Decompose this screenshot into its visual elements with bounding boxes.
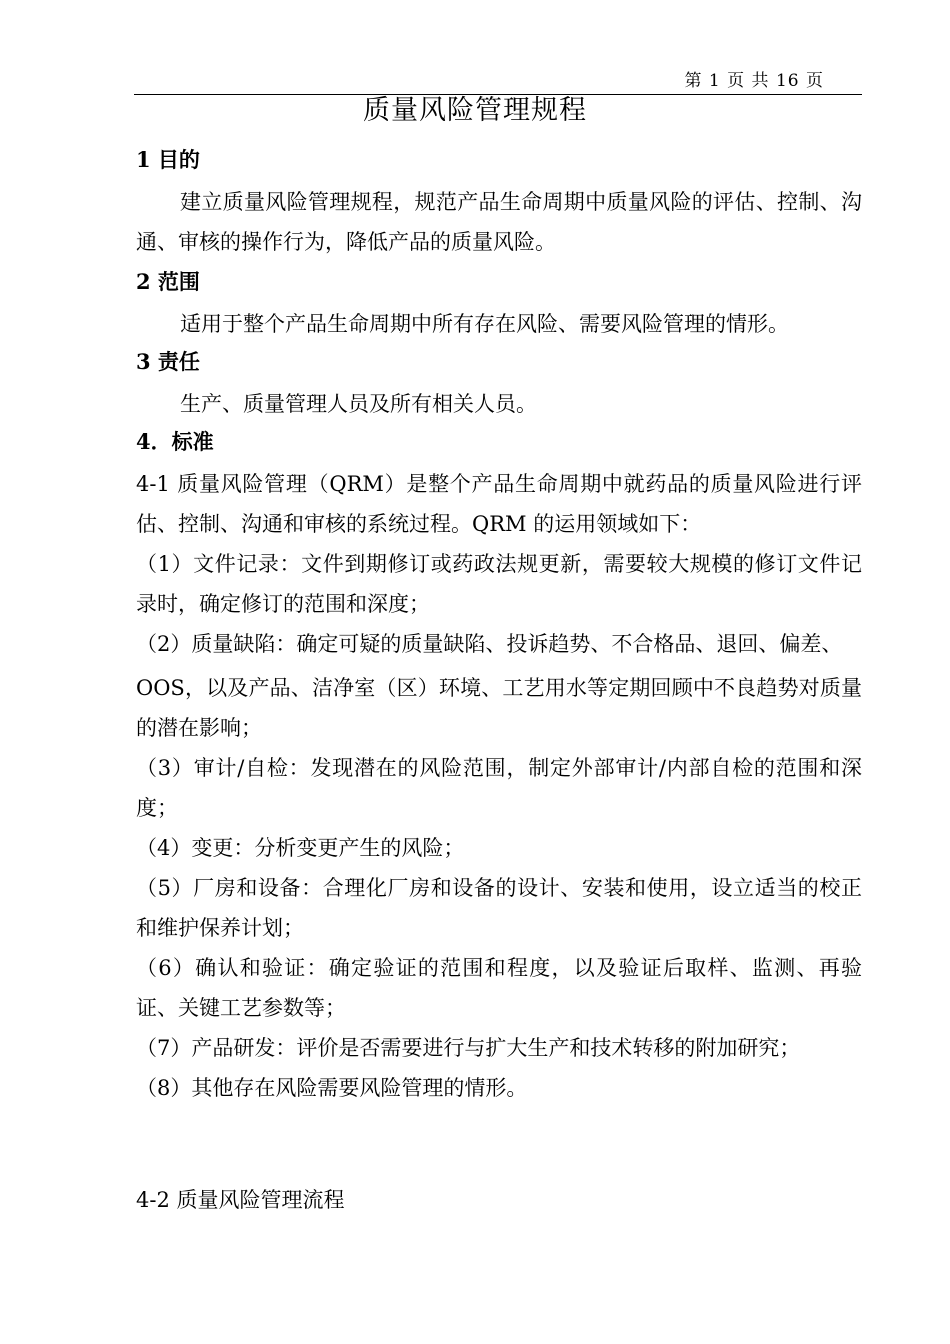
section-heading-standard: 4．标准 [136, 429, 214, 454]
qrm-item-3: （3）审计/自检：发现潜在的风险范围，制定外部审计/内部自检的范围和深度； [136, 756, 862, 820]
qrm-item-2-continuation: OOS，以及产品、洁净室（区）环境、工艺用水等定期回顾中不良趋势对质量的潜在影响； [136, 676, 862, 740]
qrm-intro-paragraph: 4-1 质量风险管理（QRM）是整个产品生命周期中就药品的质量风险进行评估、控制、沟通和审核的系统过程。QRM 的运用领域如下： [136, 472, 862, 536]
qrm-item-4: （4）变更：分析变更产生的风险； [136, 836, 465, 860]
section-heading-scope: 2 范围 [136, 269, 200, 294]
qrm-item-2-line1: （2）质量缺陷：确定可疑的质量缺陷、投诉趋势、不合格品、退回、偏差、 [136, 632, 843, 656]
document-title: 质量风险管理规程 [363, 95, 587, 126]
section-text-purpose: 建立质量风险管理规程，规范产品生命周期中质量风险的评估、控制、沟通、审核的操作行为，降低产品的质量风险。 [136, 190, 862, 254]
page-number: 第 1 页 共 16 页 [684, 71, 824, 91]
qrm-item-1: （1）文件记录：文件到期修订或药政法规更新，需要较大规模的修订文件记录时，确定修订的范围和深度； [136, 552, 862, 616]
section-text-scope: 适用于整个产品生命周期中所有存在风险、需要风险管理的情形。 [180, 312, 789, 336]
section-heading-purpose: 1 目的 [136, 147, 200, 172]
qrm-item-5: （5）厂房和设备：合理化厂房和设备的设计、安装和使用，设立适当的校正和维护保养计划； [136, 876, 862, 940]
section-heading-responsibility: 3 责任 [136, 349, 200, 374]
qrm-item-8: （8）其他存在风险需要风险管理的情形。 [136, 1076, 528, 1100]
qrm-item-6: （6）确认和验证：确定验证的范围和程度，以及验证后取样、监测、再验证、关键工艺参数等； [136, 956, 862, 1020]
qrm-flow-title: 4-2 质量风险管理流程 [136, 1188, 345, 1212]
qrm-item-7: （7）产品研发：评价是否需要进行与扩大生产和技术转移的附加研究； [136, 1036, 801, 1060]
section-text-responsibility: 生产、质量管理人员及所有相关人员。 [180, 392, 537, 416]
document-body [136, 142, 862, 1108]
